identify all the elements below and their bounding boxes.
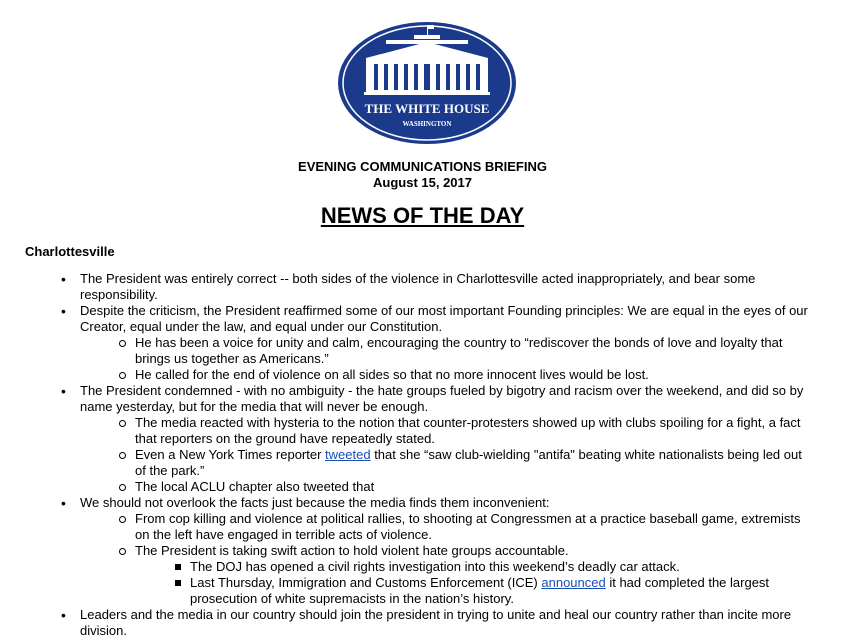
logo-subtitle: WASHINGTON — [402, 120, 452, 128]
page-title: NEWS OF THE DAY — [320, 203, 525, 228]
sub-list-item: The media reacted with hysteria to the notion that counter-protesters showed up with clubs spoiling for a fight, a fact that reporters on the ground have repeatedly stated. — [0, 415, 845, 447]
sub-list-item: He has been a voice for unity and calm, encouraging the country to “rediscover the bonds of love and loyalty that brings us together as Americans.” — [0, 335, 845, 367]
list-item: • The President was entirely correct -- both sides of the violence in Charlottesville acted inappropriately, and bear some responsibility. — [0, 271, 845, 303]
sub-list-item: The local ACLU chapter also tweeted that — [0, 479, 845, 495]
white-house-logo — [336, 20, 518, 146]
sub-sub-list-item: The DOJ has opened a civil rights investigation into this weekend’s deadly car attack. — [0, 559, 845, 575]
tweeted-link[interactable]: tweeted — [325, 447, 371, 462]
white-house-seal-icon — [336, 20, 518, 146]
list-item: • Leaders and the media in our country should join the president in trying to unite and heal our country rather than incite more division. — [0, 607, 845, 639]
section-heading: Charlottesville — [25, 244, 115, 259]
list-item: • We should not overlook the facts just because the media finds them inconvenient: — [0, 495, 845, 511]
list-item: • The President condemned - with no ambiguity - the hate groups fueled by bigotry and racism over the weekend, and did so by name yesterday, but for the media that will never be enough. — [0, 383, 845, 415]
announced-link[interactable]: announced — [541, 575, 606, 590]
briefing-heading: EVENING COMMUNICATIONS BRIEFING — [298, 159, 547, 174]
list-item: • Despite the criticism, the President reaffirmed some of our most important Founding principles: We are equal in the eyes of our Creator, equal under the law, and equal under our Constitution. — [0, 303, 845, 335]
sub-list-item: The President is taking swift action to hold violent hate groups accountable. — [0, 543, 845, 559]
bullet-list — [0, 271, 845, 639]
briefing-date: August 15, 2017 — [373, 175, 472, 190]
sub-list-item: Even a New York Times reporter tweeted that she “saw club-wielding "antifa" beating white nationalists being led out of the park.” — [0, 447, 845, 479]
sub-sub-list-item: Last Thursday, Immigration and Customs Enforcement (ICE) announced it had completed the largest prosecution of white supremacists in the nation’s history. — [0, 575, 845, 607]
sub-list-item: He called for the end of violence on all sides so that no more innocent lives would be lost. — [0, 367, 845, 383]
sub-list-item: From cop killing and violence at political rallies, to shooting at Congressmen at a practice baseball game, extremists on the left have engaged in terrible acts of violence. — [0, 511, 845, 543]
logo-title: THE WHITE HOUSE — [364, 101, 490, 116]
